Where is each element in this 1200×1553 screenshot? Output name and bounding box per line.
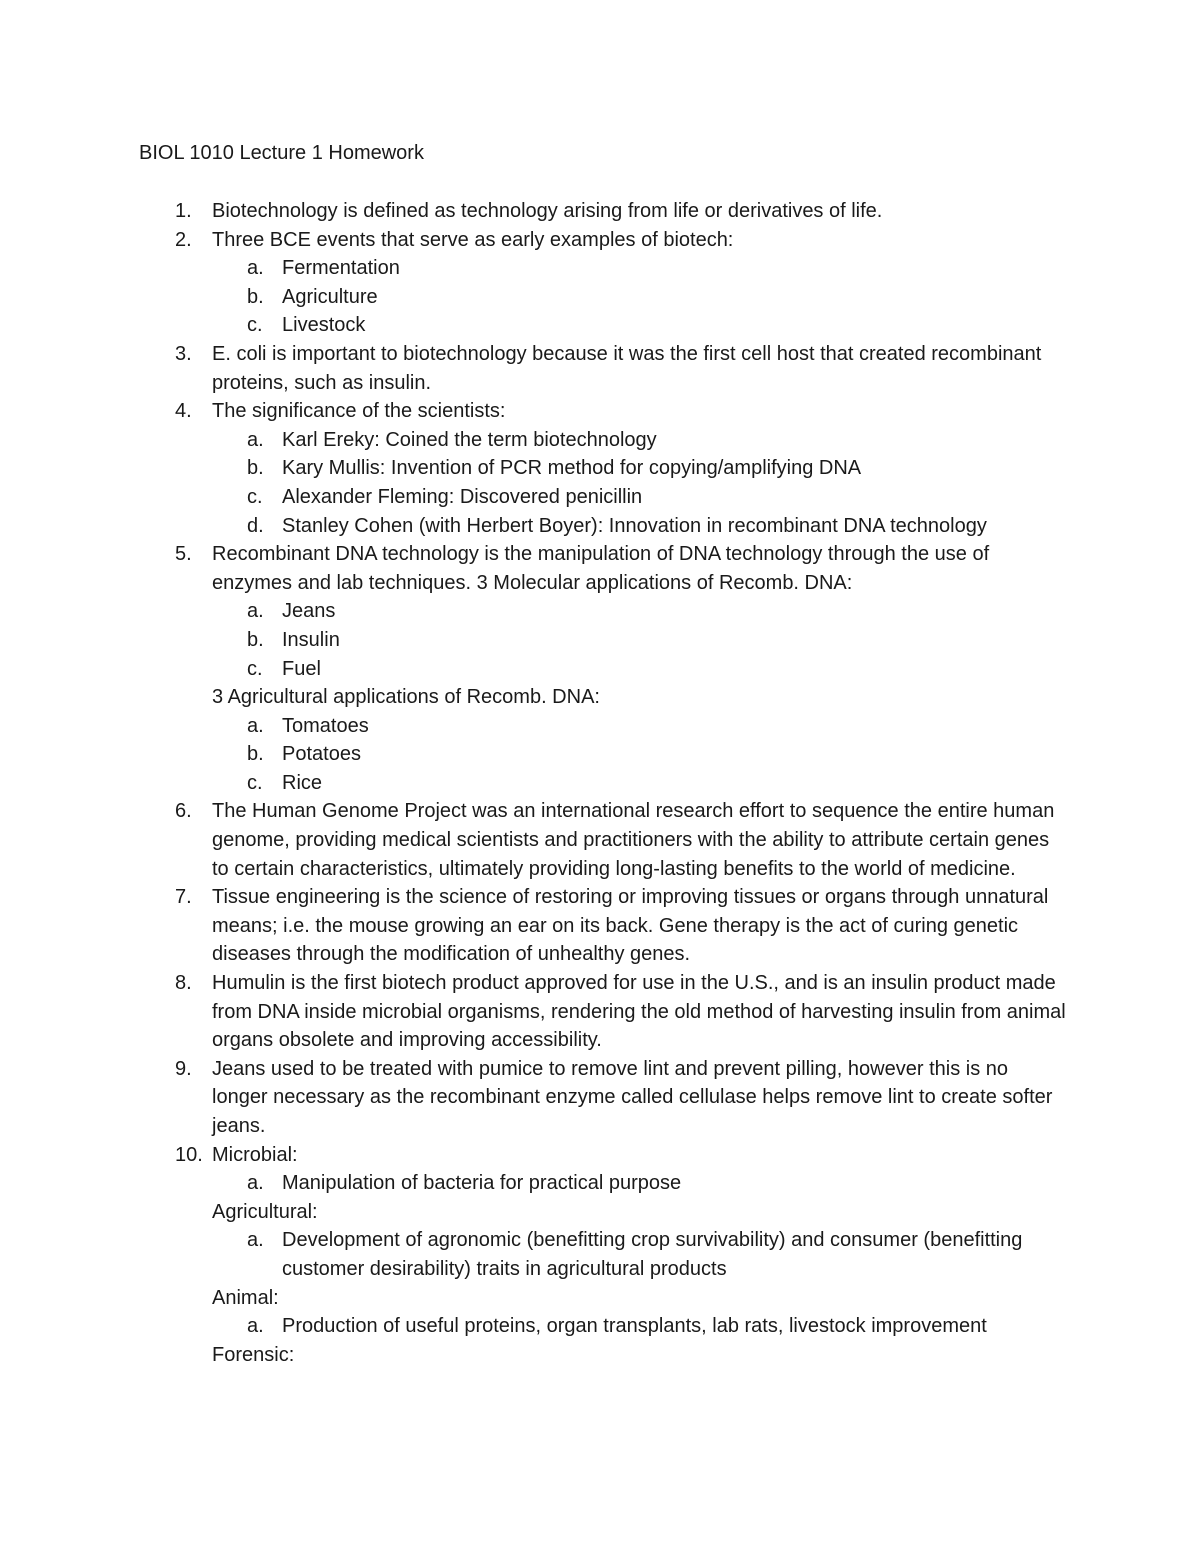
document-title: BIOL 1010 Lecture 1 Homework bbox=[139, 142, 424, 164]
sub-item-letter: c. bbox=[247, 771, 263, 794]
item-text: The Human Genome Project was an international research effort to sequence the entire human genome, providing medical scientists and practitioners with the ability to attribute certain genes to certain characteristics, ultimately providing long-lasting benefits to the world of medicine. bbox=[212, 800, 1055, 880]
item-text: Microbial: bbox=[212, 1143, 298, 1166]
homework-list bbox=[139, 197, 1069, 1369]
sub-item-text: Potatoes bbox=[282, 743, 361, 766]
sub-item-letter: a. bbox=[247, 257, 264, 280]
sub-item bbox=[139, 1312, 1069, 1341]
sub-item-text: Rice bbox=[282, 771, 323, 794]
item-number: 2. bbox=[175, 228, 192, 251]
sub-item-letter: b. bbox=[247, 457, 264, 480]
item-text: Tissue engineering is the science of restoring or improving tissues or organs through unnatural means; i.e. the mouse growing an ear on its back. Gene therapy is the act of curing genetic diseases through the modification of unhealthy genes. bbox=[212, 886, 1049, 966]
item-number: 3. bbox=[175, 342, 192, 365]
sub-item-letter: a. bbox=[247, 600, 264, 623]
item-number: 8. bbox=[175, 972, 192, 995]
sub-item-text: Livestock bbox=[282, 314, 366, 337]
item-number: 1. bbox=[175, 200, 192, 222]
sub-item-letter: a. bbox=[247, 1315, 264, 1338]
sub-item-letter: a. bbox=[247, 428, 264, 451]
sub-item bbox=[139, 1226, 1069, 1283]
item-text: The significance of the scientists: bbox=[212, 400, 506, 423]
sub-item-text: Production of useful proteins, organ transplants, lab rats, livestock improvement bbox=[282, 1315, 987, 1338]
item-number: 7. bbox=[175, 886, 192, 909]
sub-item bbox=[139, 655, 1069, 684]
sub-item-text: Fermentation bbox=[282, 257, 400, 280]
sub-item-letter: b. bbox=[247, 628, 264, 651]
sub-item-letter: a. bbox=[247, 1172, 264, 1195]
list-item bbox=[139, 226, 1069, 340]
sub-item bbox=[139, 712, 1069, 741]
sub-item-text: Agriculture bbox=[282, 285, 378, 308]
item-text: Humulin is the first biotech product approved for use in the U.S., and is an insulin product made from DNA inside microbial organisms, rendering the old method of harvesting insulin from animal organs obsolete and improving accessibility. bbox=[212, 972, 1066, 1052]
sub-item-text: Manipulation of bacteria for practical purpose bbox=[282, 1172, 682, 1195]
sub-item-text: Tomatoes bbox=[282, 714, 369, 737]
sub-item-letter: a. bbox=[247, 714, 264, 737]
sub-item-text: Jeans bbox=[282, 600, 336, 623]
sub-item bbox=[139, 426, 1069, 455]
sub-item-text: Kary Mullis: Invention of PCR method for copying/amplifying DNA bbox=[282, 457, 862, 480]
sub-item-text: Alexander Fleming: Discovered penicillin bbox=[282, 485, 643, 508]
item-continuation: Forensic: bbox=[212, 1343, 295, 1366]
sub-item-letter: c. bbox=[247, 485, 263, 508]
item-text: Jeans used to be treated with pumice to remove lint and prevent pilling, however this is no longer necessary as the recombinant enzyme called cellulase helps remove lint to create softer jeans. bbox=[212, 1057, 1053, 1137]
sub-item-letter: b. bbox=[247, 743, 264, 766]
sub-item-text: Insulin bbox=[282, 628, 340, 651]
sub-item-text: Karl Ereky: Coined the term biotechnology bbox=[282, 428, 657, 451]
sub-item-text: Fuel bbox=[282, 657, 321, 680]
sub-item bbox=[139, 283, 1069, 312]
item-number: 5. bbox=[175, 543, 192, 566]
list-item bbox=[139, 397, 1069, 540]
sub-item bbox=[139, 740, 1069, 769]
item-number: 10. bbox=[175, 1143, 203, 1166]
list-item bbox=[139, 340, 1069, 397]
item-text: E. coli is important to biotechnology because it was the first cell host that created recombinant proteins, such as insulin. bbox=[212, 342, 1042, 394]
sub-item bbox=[139, 1169, 1069, 1198]
sub-item bbox=[139, 311, 1069, 340]
item-text: Recombinant DNA technology is the manipulation of DNA technology through the use of enzymes and lab techniques. 3 Molecular applications of Recomb. DNA: bbox=[212, 543, 990, 594]
list-item bbox=[139, 197, 1069, 226]
item-text: Three BCE events that serve as early examples of biotech: bbox=[212, 228, 734, 251]
sub-item-letter: a. bbox=[247, 1229, 264, 1252]
list-item bbox=[139, 1055, 1069, 1141]
sub-item bbox=[139, 454, 1069, 483]
item-number: 6. bbox=[175, 800, 192, 823]
list-item bbox=[139, 540, 1069, 797]
sub-item bbox=[139, 254, 1069, 283]
sub-item bbox=[139, 512, 1069, 541]
item-continuation: Agricultural: bbox=[212, 1200, 318, 1223]
sub-item bbox=[139, 769, 1069, 798]
list-item bbox=[139, 969, 1069, 1055]
sub-item bbox=[139, 626, 1069, 655]
sub-item-letter: c. bbox=[247, 314, 263, 337]
list-item bbox=[139, 883, 1069, 969]
item-number: 4. bbox=[175, 400, 192, 423]
sub-item-letter: d. bbox=[247, 514, 264, 537]
sub-item-text: Development of agronomic (benefitting crop survivability) and consumer (benefitting customer desirability) traits in agricultural products bbox=[282, 1229, 1023, 1280]
sub-item-letter: b. bbox=[247, 285, 264, 308]
item-continuation: 3 Agricultural applications of Recomb. DNA: bbox=[212, 686, 600, 709]
sub-item-letter: c. bbox=[247, 657, 263, 680]
list-item bbox=[139, 1141, 1069, 1370]
sub-item-text: Stanley Cohen (with Herbert Boyer): Innovation in recombinant DNA technology bbox=[282, 514, 987, 537]
item-text: Biotechnology is defined as technology arising from life or derivatives of life. bbox=[212, 200, 883, 222]
item-continuation: Animal: bbox=[212, 1286, 279, 1309]
item-number: 9. bbox=[175, 1057, 192, 1080]
list-item bbox=[139, 797, 1069, 883]
sub-item bbox=[139, 483, 1069, 512]
sub-item bbox=[139, 597, 1069, 626]
